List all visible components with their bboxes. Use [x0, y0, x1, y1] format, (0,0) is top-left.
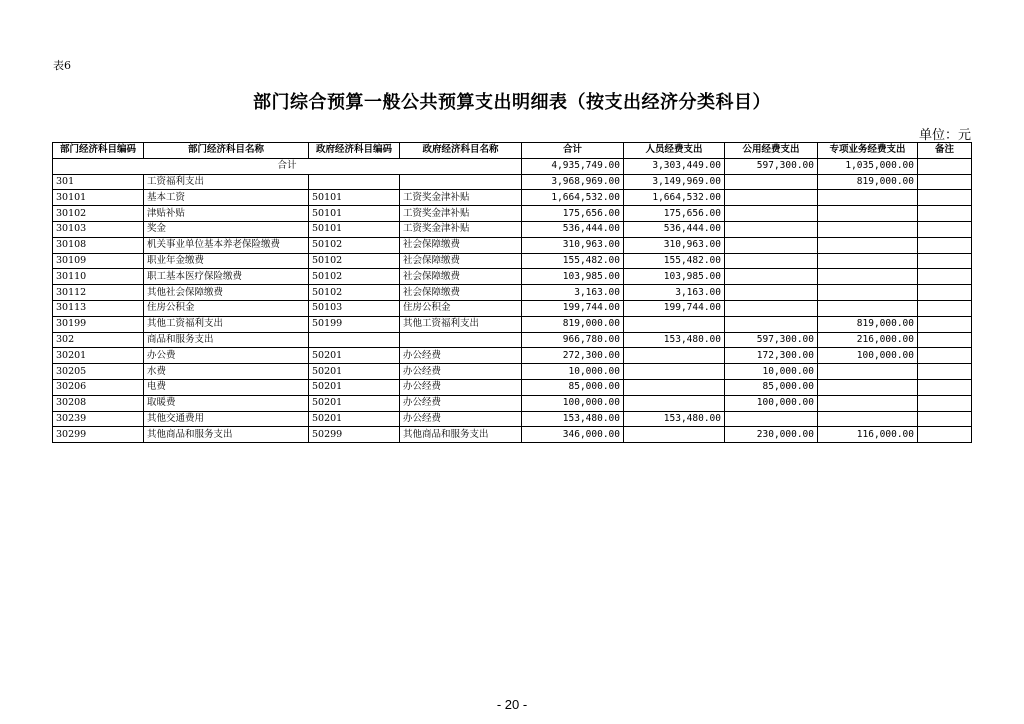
cell-note [918, 348, 972, 364]
cell-note [918, 253, 972, 269]
cell-dept-name: 工资福利支出 [144, 174, 309, 190]
cell-gov-code: 50201 [309, 364, 400, 380]
cell-note [918, 300, 972, 316]
cell-personnel [624, 316, 725, 332]
cell-personnel: 155,482.00 [624, 253, 725, 269]
cell-note [918, 395, 972, 411]
cell-gov-code: 50101 [309, 221, 400, 237]
cell-total: 85,000.00 [522, 379, 624, 395]
cell-total: 199,744.00 [522, 300, 624, 316]
cell-special [818, 395, 918, 411]
cell-public: 100,000.00 [725, 395, 818, 411]
table-row [53, 364, 972, 380]
cell-personnel [624, 427, 725, 443]
cell-personnel [624, 379, 725, 395]
cell-dept-code: 30110 [53, 269, 144, 285]
cell-gov-name: 社会保障缴费 [400, 253, 522, 269]
header-row [53, 143, 972, 159]
total-note [918, 158, 972, 174]
total-row [53, 158, 972, 174]
cell-gov-name [400, 332, 522, 348]
table-row [53, 300, 972, 316]
cell-dept-code: 30208 [53, 395, 144, 411]
page-number: - 20 - [496, 697, 528, 712]
header-total: 合计 [522, 143, 624, 159]
cell-gov-name: 社会保障缴费 [400, 269, 522, 285]
table-row [53, 237, 972, 253]
total-personnel: 3,303,449.00 [624, 158, 725, 174]
cell-personnel [624, 364, 725, 380]
cell-dept-name: 水费 [144, 364, 309, 380]
cell-dept-name: 奖金 [144, 221, 309, 237]
cell-public [725, 237, 818, 253]
cell-special [818, 206, 918, 222]
cell-dept-code: 30299 [53, 427, 144, 443]
cell-gov-name: 工资奖金津补贴 [400, 206, 522, 222]
table-row [53, 316, 972, 332]
cell-special [818, 221, 918, 237]
table-row [53, 332, 972, 348]
total-special: 1,035,000.00 [818, 158, 918, 174]
cell-dept-code: 30103 [53, 221, 144, 237]
cell-public: 85,000.00 [725, 379, 818, 395]
table-row [53, 269, 972, 285]
cell-note [918, 190, 972, 206]
cell-total: 966,780.00 [522, 332, 624, 348]
cell-special: 116,000.00 [818, 427, 918, 443]
cell-total: 536,444.00 [522, 221, 624, 237]
cell-public [725, 190, 818, 206]
cell-gov-code: 50201 [309, 411, 400, 427]
cell-personnel: 310,963.00 [624, 237, 725, 253]
cell-dept-name: 商品和服务支出 [144, 332, 309, 348]
cell-dept-code: 30102 [53, 206, 144, 222]
cell-dept-code: 30201 [53, 348, 144, 364]
cell-public [725, 300, 818, 316]
cell-personnel: 103,985.00 [624, 269, 725, 285]
cell-special [818, 269, 918, 285]
cell-public: 230,000.00 [725, 427, 818, 443]
cell-personnel: 3,163.00 [624, 285, 725, 301]
cell-gov-code [309, 332, 400, 348]
cell-special [818, 300, 918, 316]
table-row [53, 411, 972, 427]
cell-gov-code: 50101 [309, 206, 400, 222]
cell-personnel: 175,656.00 [624, 206, 725, 222]
cell-gov-code: 50201 [309, 348, 400, 364]
cell-dept-code: 30112 [53, 285, 144, 301]
cell-dept-name: 取暖费 [144, 395, 309, 411]
table-row [53, 253, 972, 269]
table-row [53, 221, 972, 237]
table-row [53, 190, 972, 206]
cell-dept-code: 30108 [53, 237, 144, 253]
total-public: 597,300.00 [725, 158, 818, 174]
cell-gov-code: 50101 [309, 190, 400, 206]
cell-dept-name: 职业年金缴费 [144, 253, 309, 269]
cell-dept-name: 职工基本医疗保险缴费 [144, 269, 309, 285]
cell-special [818, 190, 918, 206]
cell-gov-name: 办公经费 [400, 364, 522, 380]
cell-dept-name: 办公费 [144, 348, 309, 364]
cell-dept-name: 津贴补贴 [144, 206, 309, 222]
table-row [53, 285, 972, 301]
table-row [53, 427, 972, 443]
header-gov-code: 政府经济科目编码 [309, 143, 400, 159]
cell-gov-code: 50102 [309, 285, 400, 301]
cell-gov-name: 其他商品和服务支出 [400, 427, 522, 443]
cell-gov-code: 50103 [309, 300, 400, 316]
cell-personnel: 1,664,532.00 [624, 190, 725, 206]
cell-public [725, 285, 818, 301]
cell-total: 175,656.00 [522, 206, 624, 222]
cell-personnel: 536,444.00 [624, 221, 725, 237]
cell-total: 3,163.00 [522, 285, 624, 301]
cell-dept-code: 30199 [53, 316, 144, 332]
cell-gov-code: 50201 [309, 379, 400, 395]
cell-special [818, 253, 918, 269]
header-public: 公用经费支出 [725, 143, 818, 159]
cell-total: 3,968,969.00 [522, 174, 624, 190]
cell-public [725, 253, 818, 269]
cell-special: 819,000.00 [818, 174, 918, 190]
cell-personnel: 3,149,969.00 [624, 174, 725, 190]
cell-total: 103,985.00 [522, 269, 624, 285]
cell-special: 216,000.00 [818, 332, 918, 348]
cell-note [918, 206, 972, 222]
cell-dept-name: 住房公积金 [144, 300, 309, 316]
cell-special [818, 411, 918, 427]
header-gov-name: 政府经济科目名称 [400, 143, 522, 159]
table-row [53, 348, 972, 364]
cell-total: 819,000.00 [522, 316, 624, 332]
cell-note [918, 427, 972, 443]
cell-public: 10,000.00 [725, 364, 818, 380]
cell-public [725, 269, 818, 285]
cell-total: 100,000.00 [522, 395, 624, 411]
cell-public: 597,300.00 [725, 332, 818, 348]
cell-note [918, 411, 972, 427]
header-special: 专项业务经费支出 [818, 143, 918, 159]
cell-gov-name: 社会保障缴费 [400, 285, 522, 301]
cell-note [918, 269, 972, 285]
cell-total: 310,963.00 [522, 237, 624, 253]
cell-public [725, 206, 818, 222]
cell-gov-name: 办公经费 [400, 411, 522, 427]
cell-total: 1,664,532.00 [522, 190, 624, 206]
cell-total: 155,482.00 [522, 253, 624, 269]
cell-dept-code: 302 [53, 332, 144, 348]
cell-gov-code [309, 174, 400, 190]
cell-public [725, 174, 818, 190]
cell-public [725, 316, 818, 332]
cell-note [918, 221, 972, 237]
cell-special: 100,000.00 [818, 348, 918, 364]
cell-note [918, 379, 972, 395]
cell-gov-name [400, 174, 522, 190]
cell-public: 172,300.00 [725, 348, 818, 364]
cell-gov-code: 50102 [309, 269, 400, 285]
cell-special [818, 285, 918, 301]
cell-dept-code: 30101 [53, 190, 144, 206]
total-amount: 4,935,749.00 [522, 158, 624, 174]
cell-dept-name: 基本工资 [144, 190, 309, 206]
cell-special [818, 237, 918, 253]
cell-dept-code: 30239 [53, 411, 144, 427]
cell-dept-name: 其他工资福利支出 [144, 316, 309, 332]
cell-gov-name: 住房公积金 [400, 300, 522, 316]
cell-note [918, 237, 972, 253]
cell-gov-name: 办公经费 [400, 395, 522, 411]
document-title: 部门综合预算一般公共预算支出明细表（按支出经济分类科目） [253, 92, 771, 113]
cell-total: 272,300.00 [522, 348, 624, 364]
table-row [53, 174, 972, 190]
cell-dept-name: 其他商品和服务支出 [144, 427, 309, 443]
cell-gov-code: 50102 [309, 253, 400, 269]
total-label: 合计 [53, 158, 522, 174]
cell-gov-code: 50201 [309, 395, 400, 411]
cell-gov-code: 50199 [309, 316, 400, 332]
cell-gov-name: 办公经费 [400, 348, 522, 364]
cell-personnel [624, 395, 725, 411]
cell-note [918, 174, 972, 190]
cell-special [818, 379, 918, 395]
cell-gov-name: 工资奖金津补贴 [400, 221, 522, 237]
table-number-label: 表6 [53, 59, 71, 72]
cell-gov-name: 工资奖金津补贴 [400, 190, 522, 206]
cell-total: 153,480.00 [522, 411, 624, 427]
cell-dept-code: 30113 [53, 300, 144, 316]
cell-dept-code: 30109 [53, 253, 144, 269]
cell-note [918, 332, 972, 348]
cell-dept-name: 其他社会保障缴费 [144, 285, 309, 301]
header-note: 备注 [918, 143, 972, 159]
cell-total: 346,000.00 [522, 427, 624, 443]
cell-dept-code: 301 [53, 174, 144, 190]
cell-dept-code: 30205 [53, 364, 144, 380]
cell-personnel: 153,480.00 [624, 411, 725, 427]
cell-dept-name: 机关事业单位基本养老保险缴费 [144, 237, 309, 253]
budget-detail-table [52, 142, 972, 443]
cell-dept-name: 其他交通费用 [144, 411, 309, 427]
cell-personnel: 153,480.00 [624, 332, 725, 348]
cell-gov-name: 其他工资福利支出 [400, 316, 522, 332]
cell-special [818, 364, 918, 380]
cell-public [725, 411, 818, 427]
cell-personnel: 199,744.00 [624, 300, 725, 316]
header-personnel: 人员经费支出 [624, 143, 725, 159]
cell-dept-name: 电费 [144, 379, 309, 395]
table-row [53, 379, 972, 395]
cell-total: 10,000.00 [522, 364, 624, 380]
cell-dept-code: 30206 [53, 379, 144, 395]
unit-label: 单位：元 [918, 128, 971, 143]
table-row [53, 395, 972, 411]
cell-special: 819,000.00 [818, 316, 918, 332]
cell-gov-name: 办公经费 [400, 379, 522, 395]
cell-note [918, 316, 972, 332]
table-row [53, 206, 972, 222]
cell-gov-name: 社会保障缴费 [400, 237, 522, 253]
header-dept-name: 部门经济科目名称 [144, 143, 309, 159]
cell-gov-code: 50102 [309, 237, 400, 253]
cell-public [725, 221, 818, 237]
cell-note [918, 285, 972, 301]
cell-note [918, 364, 972, 380]
header-dept-code: 部门经济科目编码 [53, 143, 144, 159]
cell-personnel [624, 348, 725, 364]
cell-gov-code: 50299 [309, 427, 400, 443]
